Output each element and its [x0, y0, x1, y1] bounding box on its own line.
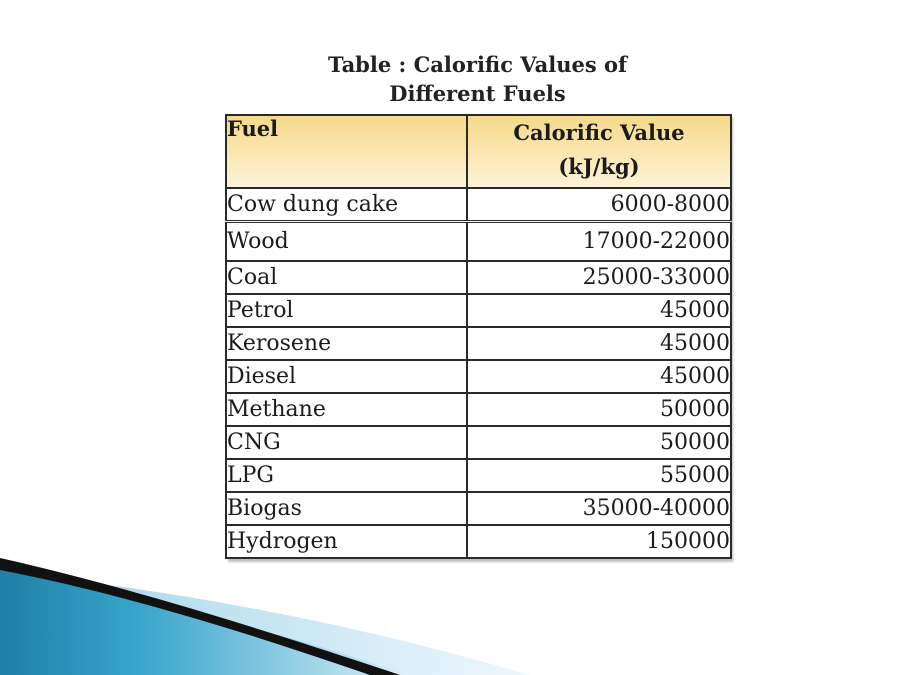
- column-header-fuel: Fuel: [226, 115, 467, 188]
- column-header-value-line-2: (kJ/kg): [558, 154, 640, 179]
- title-line-2: Different Fuels: [389, 81, 566, 106]
- calorific-value-cell: 25000-33000: [467, 261, 731, 294]
- calorific-value-cell: 45000: [467, 294, 731, 327]
- column-header-value-line-1: Calorific Value: [513, 120, 685, 145]
- calorific-value-cell: 35000-40000: [467, 492, 731, 525]
- fuel-name-cell: Hydrogen: [226, 525, 467, 558]
- calorific-value-cell: 50000: [467, 393, 731, 426]
- fuel-name-cell: Petrol: [226, 294, 467, 327]
- calorific-value-cell: 45000: [467, 360, 731, 393]
- title-line-1: Table : Calorific Values of: [327, 52, 628, 77]
- fuel-name-cell: LPG: [226, 459, 467, 492]
- calorific-value-cell: 150000: [467, 525, 731, 558]
- fuel-name-cell: Kerosene: [226, 327, 467, 360]
- fuel-name-cell: CNG: [226, 426, 467, 459]
- calorific-value-cell: 55000: [467, 459, 731, 492]
- fuel-name-cell: Diesel: [226, 360, 467, 393]
- calorific-value-cell: 17000-22000: [467, 222, 731, 262]
- calorific-value-cell: 45000: [467, 327, 731, 360]
- fuel-name-cell: Wood: [226, 222, 467, 262]
- fuel-name-cell: Cow dung cake: [226, 188, 467, 222]
- fuel-name-cell: Biogas: [226, 492, 467, 525]
- calorific-value-cell: 6000-8000: [467, 188, 731, 222]
- fuel-name-cell: Methane: [226, 393, 467, 426]
- calorific-value-cell: 50000: [467, 426, 731, 459]
- fuel-name-cell: Coal: [226, 261, 467, 294]
